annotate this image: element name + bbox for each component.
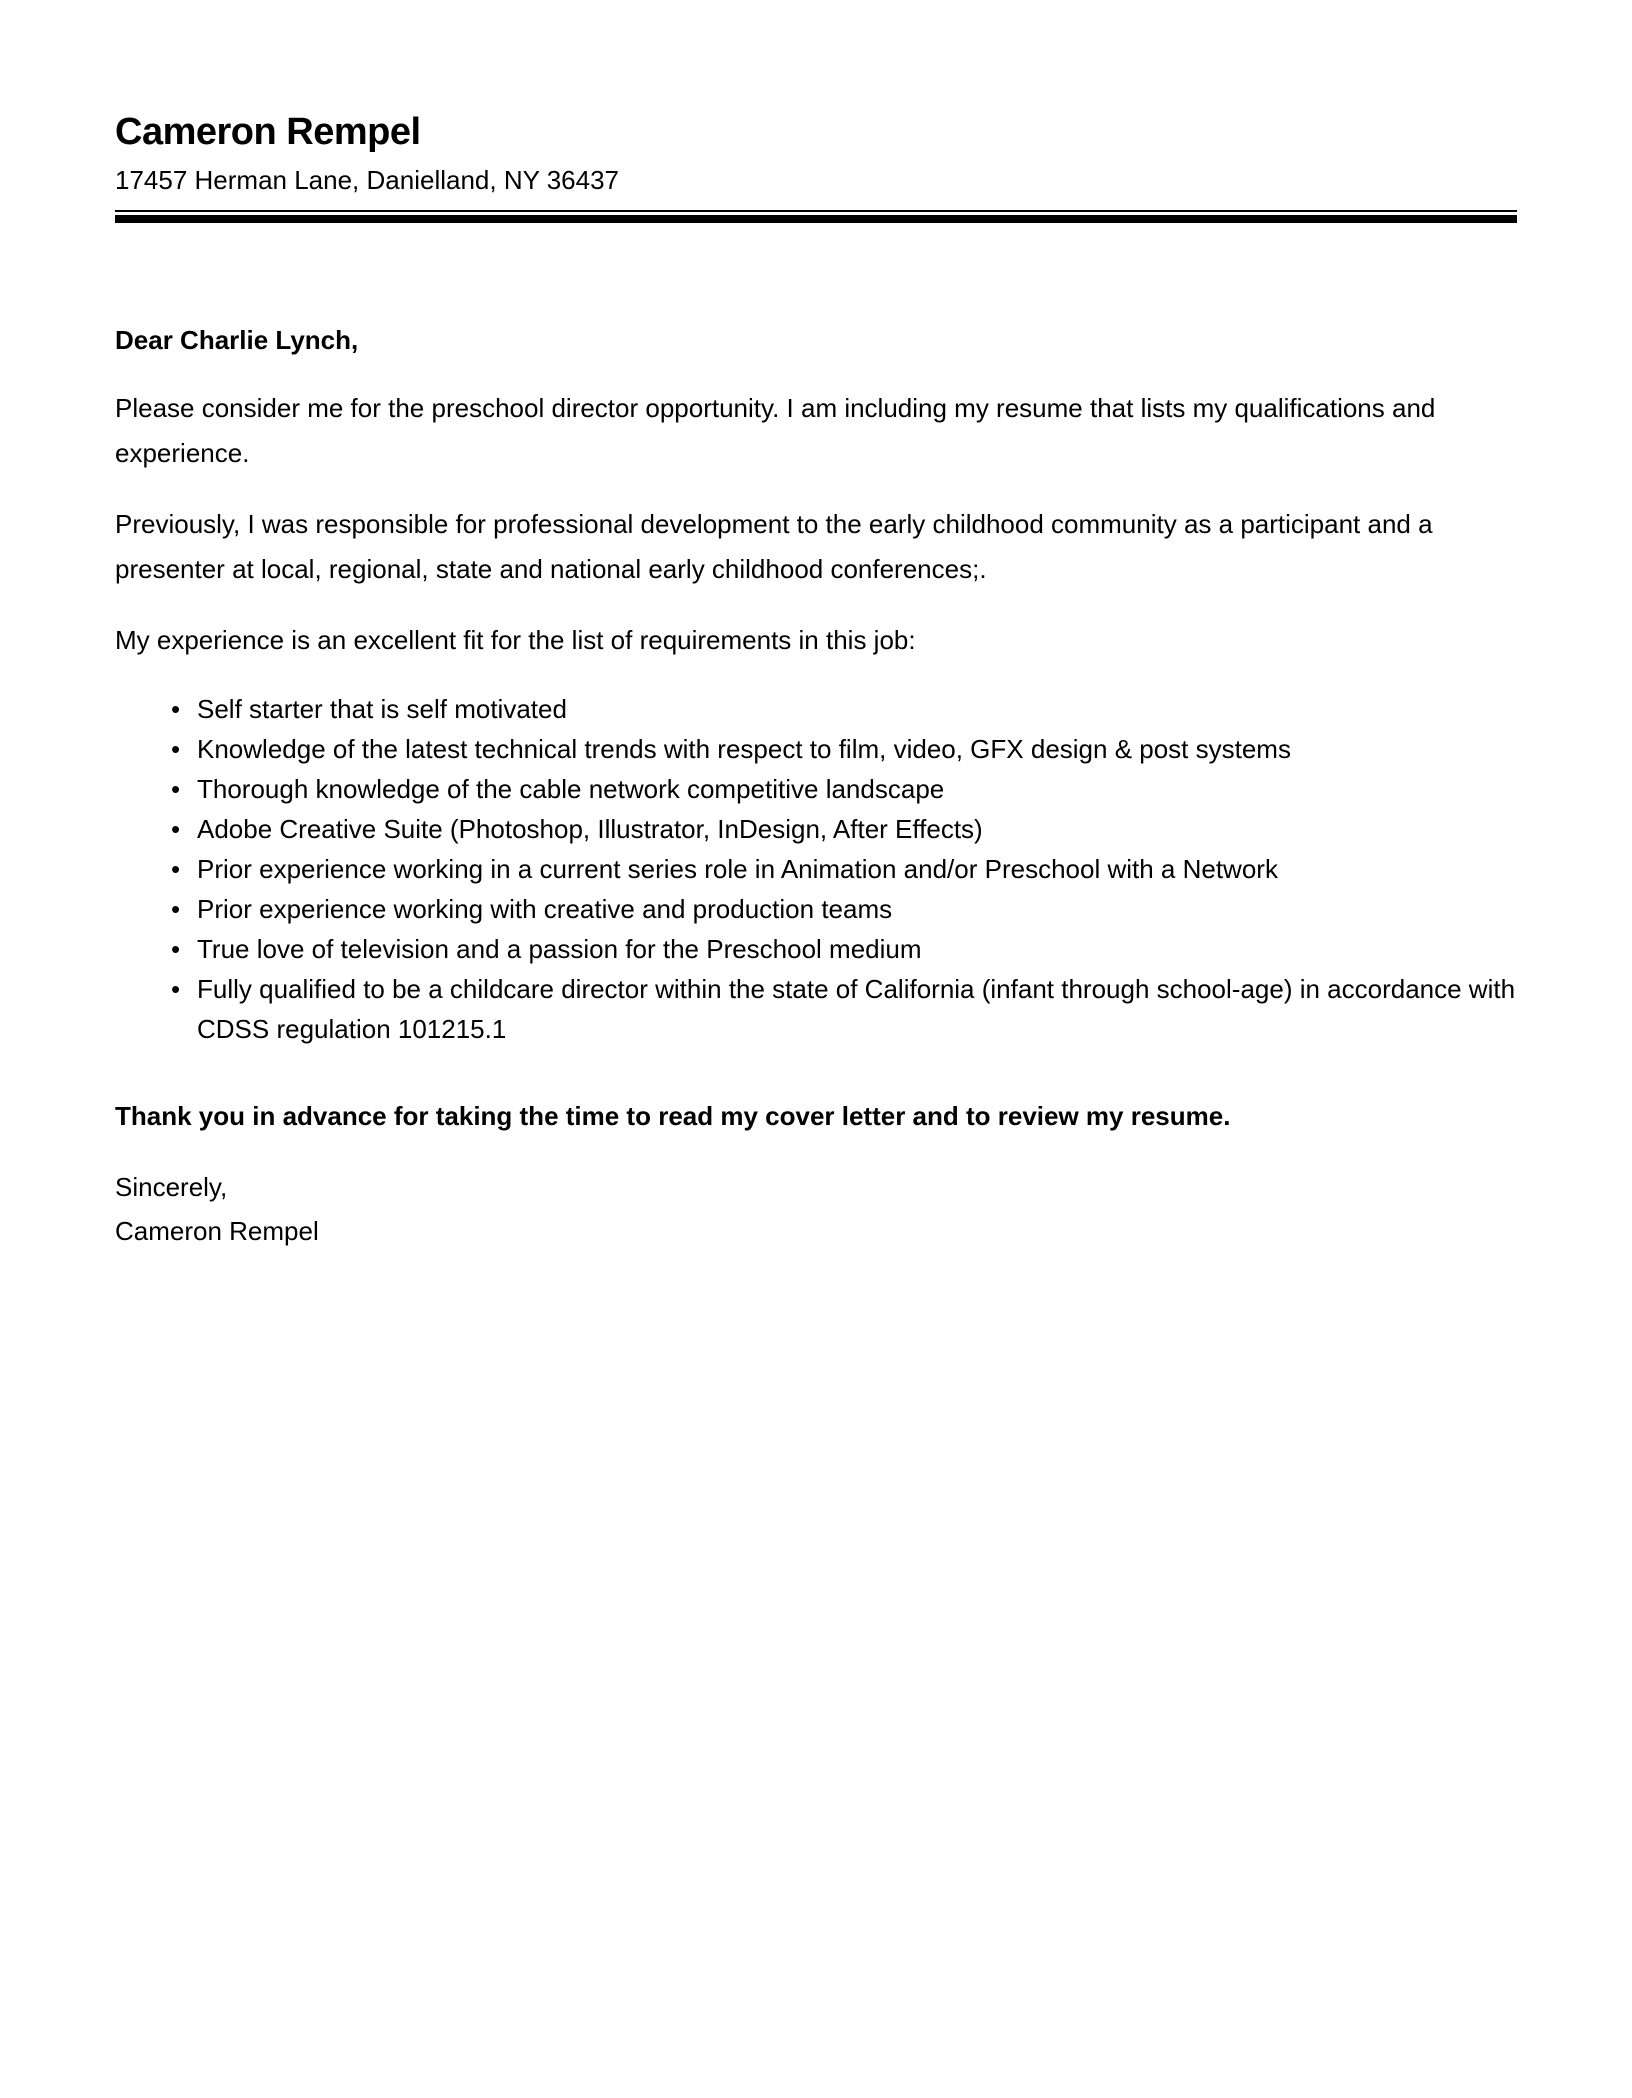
paragraph-fit: My experience is an excellent fit for the list of requirements in this job: [115, 625, 916, 655]
list-item: • Prior experience working with creative and production teams [197, 889, 1517, 929]
requirements-list [115, 689, 1517, 1049]
closing-emphasis: Thank you in advance for taking the time to read my cover letter and to review my resume. [115, 1101, 1231, 1131]
header-divider-rule [115, 210, 1517, 223]
list-item: • Thorough knowledge of the cable network competitive landscape [197, 769, 1517, 809]
list-item: • Prior experience working in a current series role in Animation and/or Preschool with a Network [197, 849, 1517, 889]
list-item: • True love of television and a passion for the Preschool medium [197, 929, 1517, 969]
valediction: Sincerely, [115, 1172, 228, 1202]
sender-address: 17457 Herman Lane, Danielland, NY 36437 [115, 165, 619, 195]
sender-name: Cameron Rempel [115, 111, 421, 153]
list-item: • Fully qualified to be a childcare director within the state of California (infant through school-age) in accordance with CDSS regulation 101215.1 [197, 969, 1517, 1049]
paragraph-intro: Please consider me for the preschool director opportunity. I am including my resume that lists my qualifications and experience. [115, 393, 1436, 468]
list-item: • Self starter that is self motivated [197, 689, 1517, 729]
salutation: Dear Charlie Lynch, [115, 325, 359, 355]
signature-block [115, 1165, 1517, 1253]
paragraph-experience: Previously, I was responsible for professional development to the early childhood community as a participant and a presenter at local, regional, state and national early childhood conferences;. [115, 509, 1433, 584]
list-item: • Adobe Creative Suite (Photoshop, Illustrator, InDesign, After Effects) [197, 809, 1517, 849]
letter-header [115, 109, 1517, 223]
letter-body [115, 318, 1517, 1253]
list-item: • Knowledge of the latest technical trends with respect to film, video, GFX design & post systems [197, 729, 1517, 769]
signature-name: Cameron Rempel [115, 1216, 319, 1246]
